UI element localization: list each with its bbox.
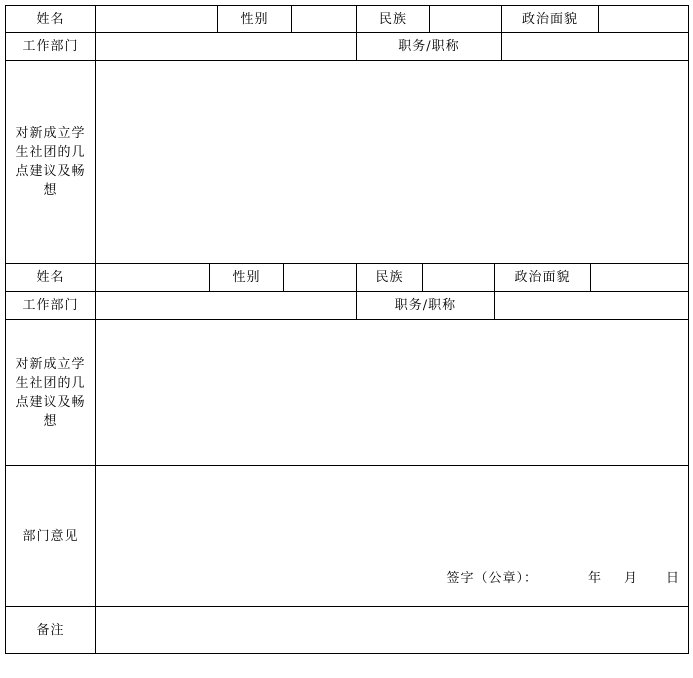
form-block-1 [5, 5, 689, 264]
name-label: 姓名 [6, 264, 96, 292]
gender-field[interactable] [292, 6, 357, 33]
name-field[interactable] [96, 6, 218, 33]
month-label: 月 [623, 571, 638, 586]
dept-label: 工作部门 [6, 292, 96, 320]
application-form [5, 5, 688, 654]
gender-field[interactable] [284, 264, 357, 292]
year-label: 年 [587, 571, 602, 586]
position-label: 职务/职称 [357, 292, 495, 320]
name-field[interactable] [96, 264, 210, 292]
position-field[interactable] [495, 292, 689, 320]
gender-label: 性别 [210, 264, 284, 292]
form-block-2 [5, 263, 689, 654]
dept-opinion-field[interactable] [96, 466, 689, 607]
signature-line [446, 567, 680, 586]
dept-opinion-label: 部门意见 [6, 466, 96, 607]
position-field[interactable] [502, 33, 689, 61]
suggestion-label: 对新成立学生社团的几点建议及畅想 [6, 320, 96, 466]
signature-label: 签字（公章）： [446, 571, 538, 586]
political-field[interactable] [599, 6, 689, 33]
suggestion-field[interactable] [96, 61, 689, 264]
political-field[interactable] [591, 264, 689, 292]
political-label: 政治面貌 [495, 264, 591, 292]
ethnicity-field[interactable] [423, 264, 495, 292]
remarks-field[interactable] [96, 607, 689, 654]
suggestion-field[interactable] [96, 320, 689, 466]
dept-field[interactable] [96, 33, 357, 61]
suggestion-label: 对新成立学生社团的几点建议及畅想 [6, 61, 96, 264]
dept-field[interactable] [96, 292, 357, 320]
ethnicity-field[interactable] [430, 6, 502, 33]
political-label: 政治面貌 [502, 6, 599, 33]
ethnicity-label: 民族 [357, 6, 430, 33]
remarks-label: 备注 [6, 607, 96, 654]
day-label: 日 [665, 571, 680, 586]
name-label: 姓名 [6, 6, 96, 33]
gender-label: 性别 [218, 6, 292, 33]
position-label: 职务/职称 [357, 33, 502, 61]
dept-label: 工作部门 [6, 33, 96, 61]
ethnicity-label: 民族 [357, 264, 423, 292]
